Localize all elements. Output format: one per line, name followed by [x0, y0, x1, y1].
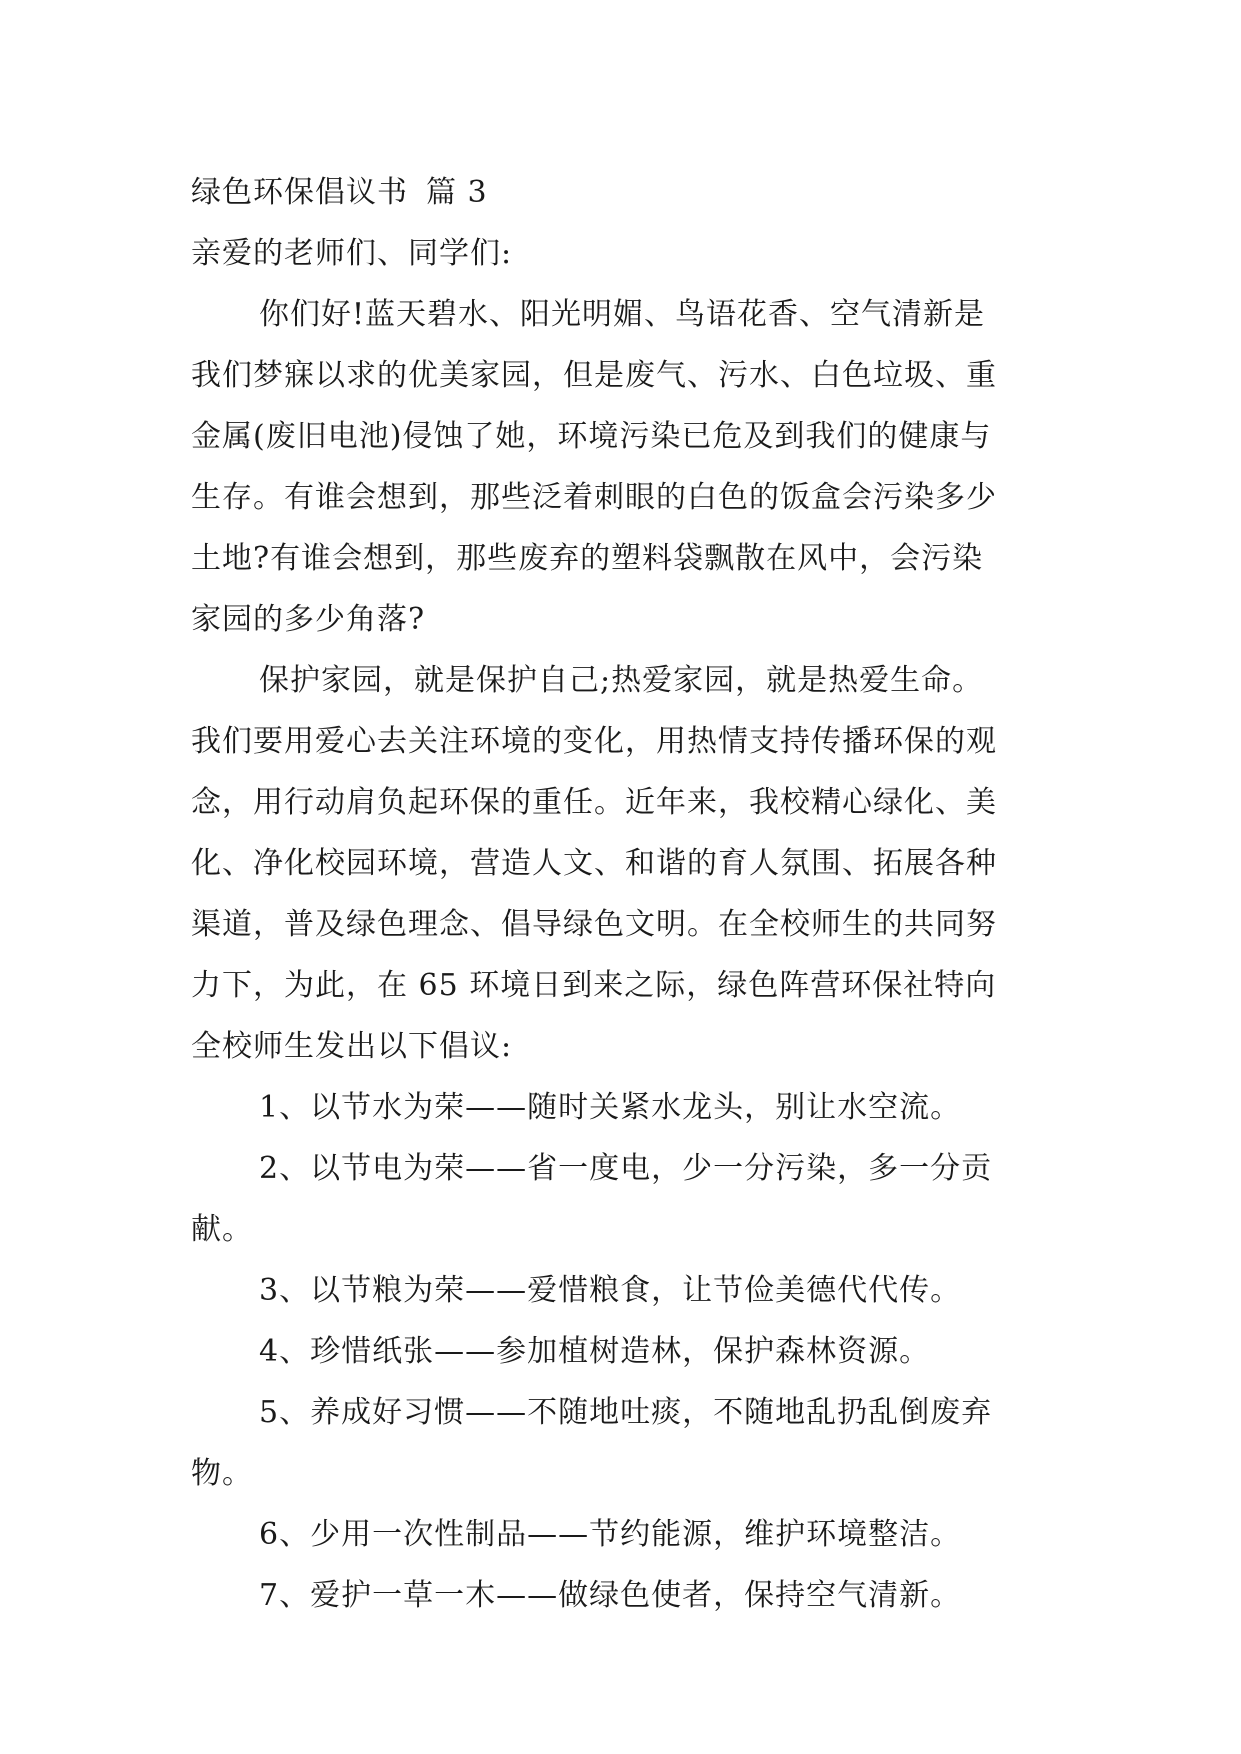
- document-title: [191, 162, 1057, 223]
- paragraph2-line: 化、净化校园环境，营造人文、和谐的育人氛围、拓展各种: [191, 846, 997, 881]
- list-item: 2、以节电为荣——省一度电，少一分污染，多一分贡: [259, 1151, 993, 1186]
- list-item: 6、少用一次性制品——节约能源，维护环境整洁。: [259, 1517, 962, 1552]
- paragraph1-line: 金属(废旧电池)侵蚀了她，环境污染已危及到我们的健康与: [191, 419, 992, 454]
- title-text: 绿色环保倡议书: [191, 175, 408, 210]
- paragraph1-line: 土地?有谁会想到，那些废弃的塑料袋飘散在风中，会污染: [191, 541, 984, 576]
- list-item: 1、以节水为荣——随时关紧水龙头，别让水空流。: [259, 1090, 962, 1125]
- paragraph1-line: 你们好!蓝天碧水、阳光明媚、鸟语花香、空气清新是: [259, 297, 986, 332]
- paragraph2-line: 保护家园，就是保护自己;热爱家园，就是热爱生命。: [259, 663, 984, 698]
- list-item: 7、爱护一草一木——做绿色使者，保持空气清新。: [259, 1578, 962, 1613]
- paragraph2-line: 全校师生发出以下倡议:: [191, 1029, 513, 1064]
- list-item: 5、养成好习惯——不随地吐痰，不随地乱扔乱倒废弃: [259, 1395, 993, 1430]
- title-suffix: 篇 3: [426, 175, 488, 210]
- list-item: 4、珍惜纸张——参加植树造林，保护森林资源。: [259, 1334, 931, 1369]
- paragraph2-line: 念，用行动肩负起环保的重任。近年来，我校精心绿化、美: [191, 785, 997, 820]
- paragraph2-line: 渠道，普及绿色理念、倡导绿色文明。在全校师生的共同努: [191, 907, 997, 942]
- list-item-continuation: 献。: [191, 1212, 253, 1247]
- paragraph1-line: 我们梦寐以求的优美家园，但是废气、污水、白色垃圾、重: [191, 358, 997, 393]
- paragraph2-line: 我们要用爱心去关注环境的变化，用热情支持传播环保的观: [191, 724, 997, 759]
- salutation: 亲爱的老师们、同学们:: [191, 236, 513, 271]
- document-body: [191, 162, 1057, 1626]
- paragraph2-line: 力下，为此，在 65 环境日到来之际，绿色阵营环保社特向: [191, 968, 997, 1003]
- paragraph1-line: 家园的多少角落?: [191, 602, 426, 637]
- paragraph1-line: 生存。有谁会想到，那些泛着刺眼的白色的饭盒会污染多少: [191, 480, 997, 515]
- list-item-continuation: 物。: [191, 1456, 253, 1491]
- list-item: 3、以节粮为荣——爱惜粮食，让节俭美德代代传。: [259, 1273, 962, 1308]
